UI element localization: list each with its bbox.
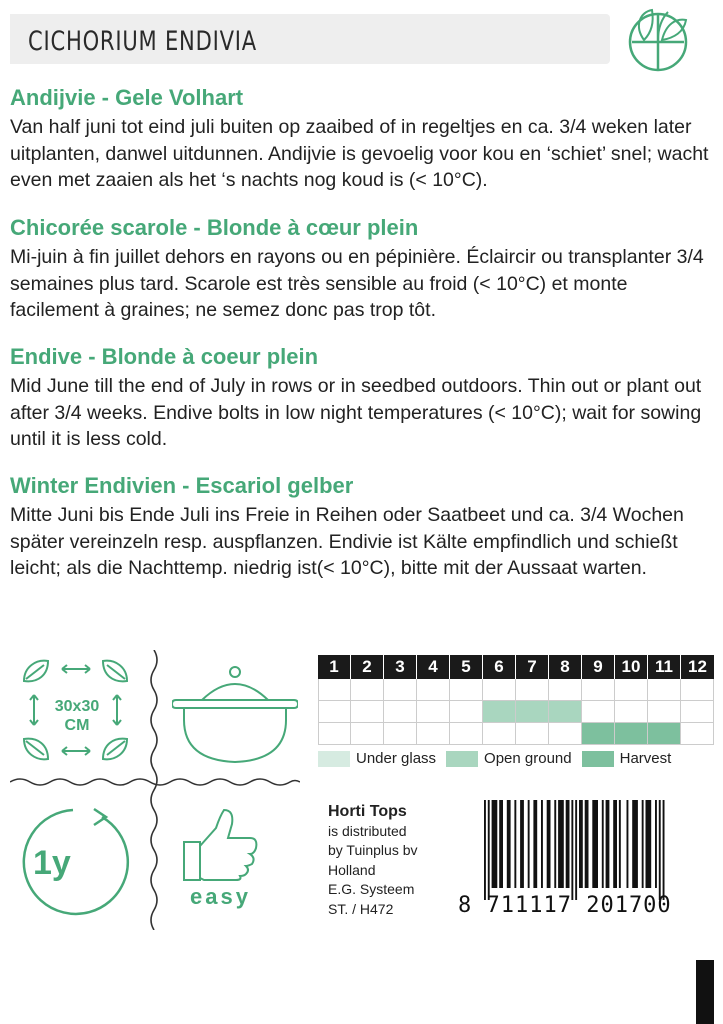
- one-year-cycle-icon: [14, 803, 132, 921]
- calendar-cell: [681, 679, 714, 701]
- calendar-cell: [516, 679, 549, 701]
- spacing-label: [46, 697, 108, 735]
- calendar-cell: [582, 701, 615, 723]
- barcode-bar: [558, 800, 564, 888]
- calendar-cell: [417, 723, 450, 745]
- section-text: Mid June till the end of July in rows or in seedbed outdoors. Thin out or plant out after 3/4 weeks. Endive bolts in low night temperatures (< 10°C); wait for sowing until it is less cold.: [10, 375, 702, 450]
- legend-swatch-under-glass: [318, 751, 350, 767]
- barcode-bar: [533, 800, 537, 888]
- barcode-bar: [632, 800, 638, 888]
- month-label: 3: [384, 655, 417, 679]
- barcode-bar: [655, 800, 657, 888]
- barcode-bar: [571, 800, 573, 900]
- barcode-bar: [492, 800, 498, 888]
- legend-label: Harvest: [619, 750, 672, 767]
- sowing-calendar: [318, 655, 714, 745]
- barcode-bar: [514, 800, 516, 888]
- calendar-cell: [615, 723, 648, 745]
- calendar-cell: [417, 701, 450, 723]
- thumbs-up-icon: [180, 808, 260, 882]
- barcode-bar: [566, 800, 570, 888]
- barcode-bar: [646, 800, 652, 888]
- calendar-cell: [648, 679, 681, 701]
- section-text: Mi-juin à fin juillet dehors en rayons ou en pépinière. Éclaircir ou transplanter 3/4 semaines plus tard. Scarole est très sensible au froid (< 10°C) et monte facilement à graines; ne semez donc pas trop tôt.: [10, 246, 704, 321]
- calendar-cell: [450, 723, 483, 745]
- month-label: 11: [648, 655, 681, 679]
- barcode-bar: [592, 800, 598, 888]
- legend-label: Open ground: [484, 750, 572, 767]
- section-german: [10, 472, 716, 582]
- barcode-bar: [659, 800, 661, 900]
- month-label: 12: [688, 657, 707, 676]
- barcode-bar: [613, 800, 617, 888]
- section-dutch: [10, 84, 716, 194]
- section-text: Van half juni tot eind juli buiten op zaaibed of in regeltjes en ca. 3/4 weken later uitplanten, danwel uitdunnen. Andijvie is gevoelig voor kou en ‘schiet’ snel; wacht even met zaaien als het ‘s nachts nog koud is (< 10°C).: [10, 116, 709, 191]
- brand-name: Horti Tops: [328, 803, 407, 820]
- vegetable-bowl-icon: [618, 4, 696, 74]
- calendar-cell: [351, 679, 384, 701]
- calendar-cell: [417, 679, 450, 701]
- calendar-months: [318, 655, 714, 679]
- month-label: 5: [450, 655, 483, 679]
- calendar-rows: [318, 679, 714, 745]
- barcode-bar: [663, 800, 665, 900]
- calendar-cell: [318, 723, 351, 745]
- calendar-cell: [483, 679, 516, 701]
- distributor-line: Holland: [328, 861, 376, 878]
- calendar-cell: [582, 723, 615, 745]
- divider: [148, 650, 160, 930]
- barcode-digits: 8 711117 201700: [458, 893, 672, 918]
- barcode-bar: [541, 800, 543, 888]
- calendar-cell: [450, 679, 483, 701]
- distributor-info: [328, 802, 418, 919]
- calendar-cell: [582, 679, 615, 701]
- barcode-bar: [575, 800, 577, 900]
- barcode-bar: [602, 800, 604, 888]
- month-label: 10: [615, 655, 648, 679]
- month-label: 6: [483, 655, 516, 679]
- calendar-cell: [384, 679, 417, 701]
- calendar-cell: [516, 701, 549, 723]
- calendar-cell: [648, 701, 681, 723]
- title-bar: [10, 14, 610, 64]
- legend-swatch-harvest: [582, 751, 614, 767]
- distributor-line: E.G. Systeem: [328, 881, 415, 897]
- barcode-bar: [507, 800, 511, 888]
- page-title: CICHORIUM ENDIVIA: [28, 26, 257, 57]
- legend-swatch-open-ground: [446, 751, 478, 767]
- barcode: [482, 800, 714, 900]
- calendar-cell: [681, 723, 714, 745]
- month-label: 2: [351, 655, 384, 679]
- section-french: [10, 214, 716, 324]
- calendar-cell: [549, 723, 582, 745]
- barcode-bar: [484, 800, 486, 900]
- section-text: Mitte Juni bis Ende Juli ins Freie in Reihen oder Saatbeet und ca. 3/4 Wochen später vereinzeln resp. auspflanzen. Endivie ist Kälte empfindlich und schießt leicht; als die Nachttemp. niedrig ist(< 10°C), bitte mit der Aussaat warten.: [10, 504, 684, 579]
- barcode-bar: [627, 800, 629, 888]
- month-label: 1: [318, 655, 351, 679]
- month-label: 8: [549, 655, 582, 679]
- barcode-bar: [488, 800, 490, 900]
- calendar-cell: [549, 679, 582, 701]
- calendar-cell: [648, 723, 681, 745]
- calendar-cell: [384, 723, 417, 745]
- section-heading: Endive - Blonde à coeur plein: [10, 344, 319, 369]
- edge-mark: [696, 960, 714, 1024]
- difficulty-label: easy: [190, 884, 251, 909]
- barcode-bar: [642, 800, 644, 888]
- calendar-cell: [450, 701, 483, 723]
- calendar-cell: [516, 723, 549, 745]
- calendar-cell: [483, 723, 516, 745]
- calendar-legend: [318, 750, 681, 767]
- calendar-cell: [351, 701, 384, 723]
- calendar-row-harvest: [318, 723, 714, 745]
- barcode-bar: [520, 800, 524, 888]
- calendar-cell: [483, 701, 516, 723]
- legend-label: Under glass: [356, 750, 437, 767]
- barcode-bar: [547, 800, 551, 888]
- calendar-row-under-glass: [318, 679, 714, 701]
- calendar-cell: [318, 701, 351, 723]
- section-heading: Chicorée scarole - Blonde à cœur plein: [10, 215, 419, 240]
- month-label: 9: [582, 655, 615, 679]
- section-heading: Winter Endivien - Escariol gelber: [10, 473, 354, 498]
- calendar-cell: [384, 701, 417, 723]
- barcode-bar: [499, 800, 503, 888]
- barcode-bar: [619, 800, 621, 888]
- section-english: [10, 343, 716, 453]
- distributor-line: by Tuinplus bv: [328, 842, 418, 858]
- calendar-row-open-ground: [318, 701, 714, 723]
- barcode-bar: [585, 800, 589, 888]
- calendar-cell: [351, 723, 384, 745]
- distributor-line: ST. / H472: [328, 900, 394, 917]
- calendar-cell: [615, 679, 648, 701]
- month-label: 4: [417, 655, 450, 679]
- calendar-cell: [549, 701, 582, 723]
- distributor-line: is distributed: [328, 822, 407, 839]
- spacing-unit: CM: [64, 717, 90, 734]
- calendar-cell: [318, 679, 351, 701]
- section-heading: Andijvie - Gele Volhart: [10, 85, 244, 110]
- barcode-bar: [528, 800, 530, 888]
- barcode-bar: [554, 800, 556, 888]
- calendar-cell: [681, 701, 714, 723]
- calendar-cell: [615, 701, 648, 723]
- barcode-bar: [579, 800, 583, 888]
- cooking-pot-icon: [172, 660, 298, 768]
- month-label: 7: [516, 655, 549, 679]
- lifespan-label: 1y: [33, 844, 71, 882]
- barcode-bar: [606, 800, 610, 888]
- divider: [10, 775, 300, 789]
- spacing-value: 30x30: [54, 698, 100, 715]
